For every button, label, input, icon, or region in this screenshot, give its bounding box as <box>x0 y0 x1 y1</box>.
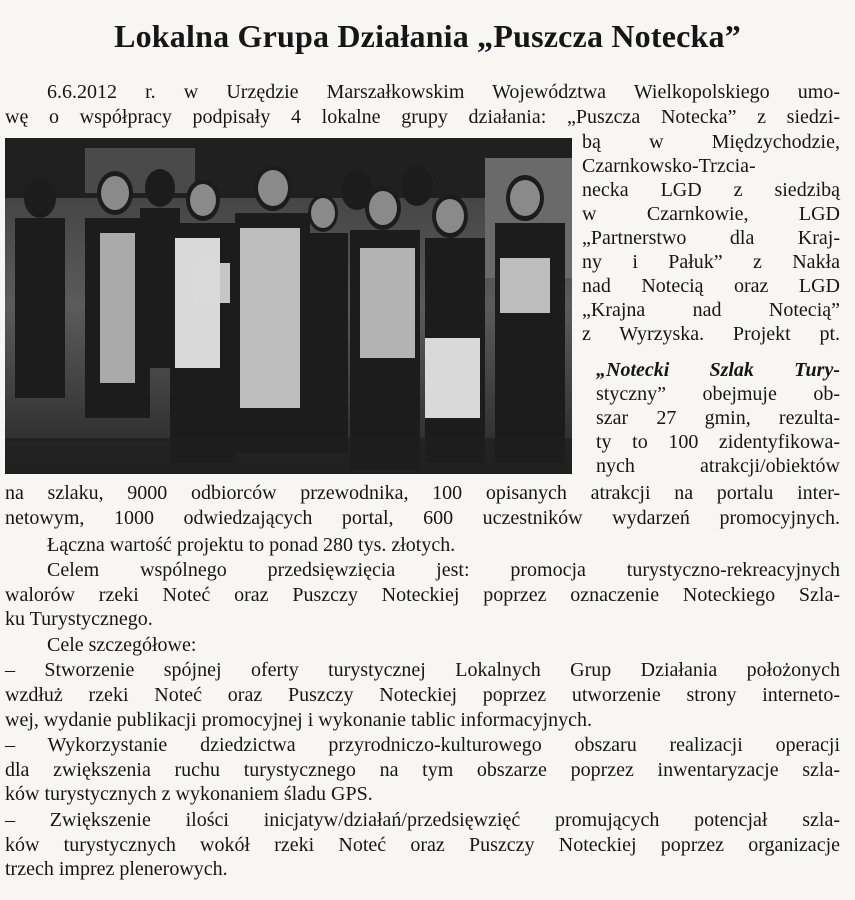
body-line: ku Turystycznego. <box>5 608 153 630</box>
group-photo-image <box>5 138 572 474</box>
body-line: Cele szczegółowe: <box>47 634 197 656</box>
wrap-line: nad Notecią oraz LGD <box>582 275 840 297</box>
intro-line: wę o współpracy podpisały 4 lokalne grupy działania: „Puszcza Notecka” z siedzi- <box>5 106 840 128</box>
group-photo <box>5 138 572 474</box>
wrap-line: z Wyrzyska. Projekt pt. <box>582 323 840 345</box>
body-line: Celem wspólnego przedsięwzięcia jest: promocja turystyczno-rekreacyjnych <box>47 559 840 581</box>
body-line: wej, wydanie publikacji promocyjnej i wykonanie tablic informacyjnych. <box>5 709 593 731</box>
wrap-line: „Krajna nad Notecią” <box>582 299 840 321</box>
wrap-line: w Czarnkowie, LGD <box>582 203 840 225</box>
body-line: wzdłuż rzeki Noteć oraz Puszczy Noteckiej poprzez utworzenie strony interneto- <box>5 684 840 706</box>
wrap-line: ty to 100 zidentyfikowa- <box>596 431 840 453</box>
article-title: Lokalna Grupa Działania „Puszcza Notecka” <box>114 18 741 54</box>
wrap-line: ny i Pałuk” z Nakła <box>582 251 840 273</box>
body-line: – Stworzenie spójnej oferty turystycznej Lokalnych Grup Działania położonych <box>5 659 840 681</box>
wrap-line: „Partnerstwo dla Kraj- <box>582 227 840 249</box>
wrap-line: szar 27 gmin, rezulta- <box>596 407 840 429</box>
body-line: dla zwiększenia ruchu turystycznego na tym obszarze poprzez inwentaryzacje szla- <box>5 759 840 781</box>
body-line: Łączna wartość projektu to ponad 280 tys. złotych. <box>47 534 456 556</box>
body-line: – Wykorzystanie dziedzictwa przyrodniczo-kulturowego obszaru realizacji operacji <box>5 734 840 756</box>
wrap-line: „Notecki Szlak Tury- <box>596 359 840 381</box>
intro-line: 6.6.2012 r. w Urzędzie Marszałkowskim Województwa Wielkopolskiego umo- <box>47 81 840 103</box>
wrap-line: Czarnkowsko-Trzcia- <box>582 155 756 177</box>
body-line: – Zwiększenie ilości inicjatyw/działań/przedsięwzięć promujących potencjał szla- <box>5 809 840 831</box>
wrap-line: styczny” obejmuje ob- <box>596 383 840 405</box>
body-line: na szlaku, 9000 odbiorców przewodnika, 100 opisanych atrakcji na portalu inter- <box>5 482 840 504</box>
body-line: trzech imprez plenerowych. <box>5 858 228 880</box>
wrap-line: bą w Międzychodzie, <box>582 131 840 153</box>
wrap-line: nych atrakcji/obiektów <box>596 455 840 477</box>
wrap-line: necka LGD z siedzibą <box>582 179 840 201</box>
body-line: ków turystycznych z wykonaniem śladu GPS. <box>5 783 373 805</box>
body-line: netowym, 1000 odwiedzających portal, 600 uczestników wydarzeń promocyjnych. <box>5 507 840 529</box>
body-line: walorów rzeki Noteć oraz Puszczy Noteckiej poprzez oznaczenie Noteckiego Szla- <box>5 584 840 606</box>
body-line: ków turystycznych wokół rzeki Noteć oraz Puszczy Noteckiej poprzez organizacje <box>5 834 840 856</box>
